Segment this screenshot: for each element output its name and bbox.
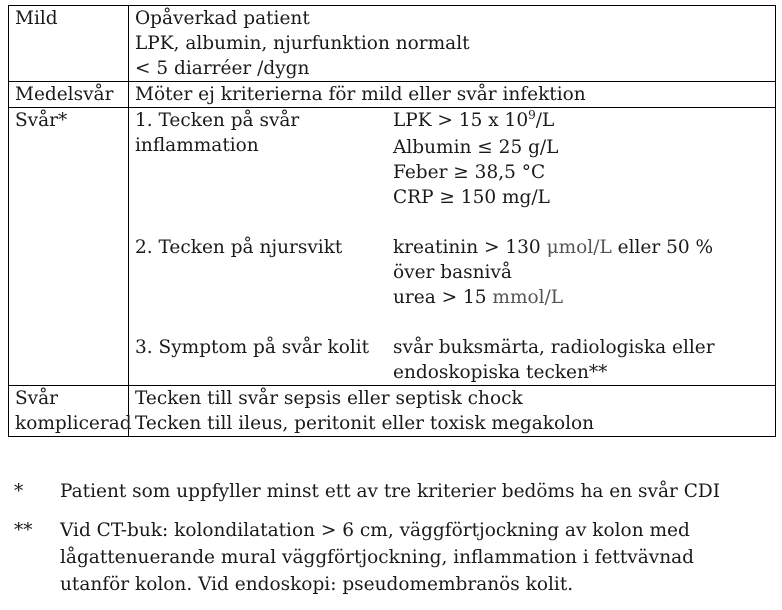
unit-text: μmol/L — [546, 237, 612, 258]
table-row-svar-komplicerad — [9, 386, 776, 437]
footnote-text — [60, 478, 774, 505]
criterion-value-line — [393, 285, 775, 310]
criterion-label-line: 2. Tecken på njursvikt — [135, 237, 343, 258]
severity-cell — [9, 108, 129, 386]
value-text: kreatinin > 130 — [393, 237, 547, 258]
criterion-value-line — [393, 235, 775, 260]
criterion-label-line: inflammation — [135, 135, 259, 156]
severity-label: komplicerad — [15, 413, 132, 434]
description-line: LPK, albumin, njurfunktion normalt — [135, 33, 470, 54]
severity-label: Mild — [15, 8, 58, 29]
severity-label: Medelsvår — [15, 84, 114, 105]
footnote-line: Patient som uppfyller minst ett av tre kriterier bedöms ha en svår CDI — [60, 481, 721, 502]
severity-cell — [9, 6, 129, 82]
description-line: < 5 diarréer /dygn — [135, 58, 310, 79]
criterion-value-line — [393, 108, 775, 135]
criterion-label-line: 1. Tecken på svår — [135, 110, 300, 131]
criterion-value-line: endoskopiska tecken** — [393, 362, 608, 383]
description-cell — [129, 6, 776, 82]
footnote-line: utanför kolon. Vid endoskopi: pseudomembranös kolit. — [60, 574, 574, 595]
table-row-mild — [9, 6, 776, 82]
description-line: Opåverkad patient — [135, 8, 310, 29]
value-text: urea > 15 — [393, 287, 493, 308]
value-text: eller 50 % — [611, 237, 714, 258]
criterion-value-line: över basnivå — [393, 262, 512, 283]
value-text: /L — [535, 110, 555, 131]
description-cell — [129, 82, 776, 108]
table-row-svar — [9, 108, 776, 386]
criterion-label — [135, 108, 393, 210]
exponent: 9 — [528, 108, 536, 122]
criterion-label-line: 3. Symptom på svår kolit — [135, 337, 370, 358]
footnotes — [14, 478, 774, 610]
severity-label: Svår — [15, 388, 58, 409]
description-cell — [129, 386, 776, 437]
criterion-values — [393, 108, 775, 210]
criterion-label — [135, 235, 393, 310]
severity-label: Svår* — [15, 110, 68, 131]
criterion-value-line: Feber ≥ 38,5 °C — [393, 162, 546, 183]
criteria-grid — [135, 108, 775, 385]
spacer — [135, 310, 775, 335]
footnote — [14, 478, 774, 505]
description-line: Möter ej kriterierna för mild eller svår infektion — [135, 84, 586, 105]
footnote-mark: ** — [14, 520, 33, 541]
severity-cell — [9, 386, 132, 437]
description-line: Tecken till svår sepsis eller septisk chock — [135, 388, 523, 409]
footnote — [14, 517, 774, 598]
unit-text: mmol/L — [492, 287, 564, 308]
footnote-line: lågattenuerande mural väggförtjockning, inflammation i fettvävnad — [60, 547, 695, 568]
criterion-value-line: Albumin ≤ 25 g/L — [393, 137, 559, 158]
criteria-cell — [129, 108, 776, 386]
criterion-label — [135, 335, 393, 385]
severity-cell — [9, 82, 129, 108]
description-line: Tecken till ileus, peritonit eller toxisk megakolon — [135, 413, 595, 434]
spacer — [135, 210, 775, 235]
footnote-text — [60, 517, 774, 598]
footnote-line: Vid CT-buk: kolondilatation > 6 cm, väggförtjockning av kolon med — [60, 520, 690, 541]
table-row-medelsvar — [9, 82, 776, 108]
value-text: LPK > 15 x 10 — [393, 110, 529, 131]
criterion-values — [393, 235, 775, 310]
footnote-mark: * — [14, 481, 24, 502]
criterion-values — [393, 335, 775, 385]
criterion-value-line: CRP ≥ 150 mg/L — [393, 187, 550, 208]
severity-table — [8, 5, 776, 437]
criterion-value-line: svår buksmärta, radiologiska eller — [393, 337, 715, 358]
